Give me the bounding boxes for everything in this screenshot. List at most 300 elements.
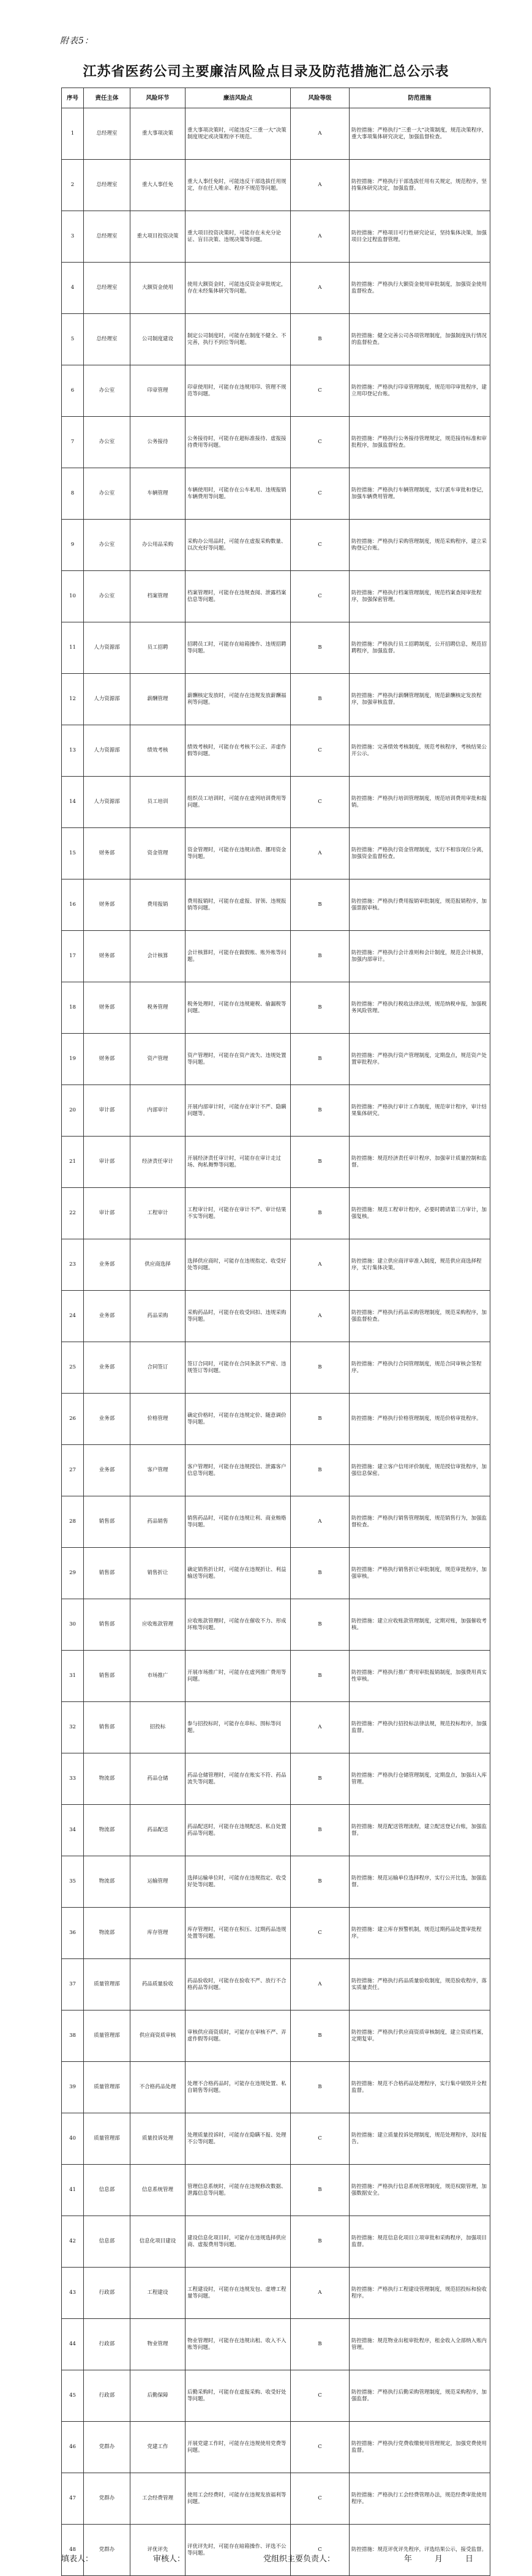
prevention-measure: 防控措施：严格执行“三重一大”决策制度，规范决策程序，重大事项集体研究决定，加强监督检查。	[350, 108, 490, 160]
row-number: 36	[62, 1908, 84, 1959]
responsible-dept: 人力资源部	[84, 777, 130, 828]
responsible-dept: 业务部	[84, 1239, 130, 1291]
row-number: 17	[62, 931, 84, 982]
responsible-dept: 人力资源部	[84, 622, 130, 674]
risk-level: A	[291, 2268, 350, 2319]
responsible-dept: 销售部	[84, 1496, 130, 1548]
responsible-dept: 行政部	[84, 2268, 130, 2319]
row-number: 47	[62, 2473, 84, 2525]
risk-link: 后勤保障	[130, 2370, 185, 2422]
risk-point: 使用大额资金时，可能违反资金审批规定，存在未经集体研究等问题。	[185, 263, 291, 314]
row-number: 9	[62, 520, 84, 571]
table-row	[62, 1394, 490, 1445]
risk-link: 客户管理	[130, 1445, 185, 1496]
signature-footer	[61, 2552, 490, 2564]
risk-link: 工程建设	[130, 2268, 185, 2319]
risk-link: 公务接待	[130, 417, 185, 468]
party-head-label: 党组织主要负责人：	[263, 2555, 335, 2564]
table-row	[62, 2473, 490, 2525]
risk-point: 使用工会经费时，可能存在违规发放福利等问题。	[185, 2473, 291, 2525]
risk-level: C	[291, 571, 350, 622]
prevention-measure: 防控措施：严格执行药品质量验收制度，规范验收程序，落实质量责任。	[350, 1959, 490, 2010]
row-number: 29	[62, 1548, 84, 1599]
row-number: 4	[62, 263, 84, 314]
table-row	[62, 2216, 490, 2268]
risk-link: 会计核算	[130, 931, 185, 982]
risk-level: B	[291, 1599, 350, 1651]
risk-point: 薪酬核定发放时，可能存在违规发放薪酬福利等问题。	[185, 674, 291, 725]
risk-point: 药品配送时，可能存在违规配送、私自处置药品等问题。	[185, 1805, 291, 1856]
risk-link: 信息化项目建设	[130, 2216, 185, 2268]
row-number: 48	[62, 2525, 84, 2576]
responsible-dept: 党群办	[84, 2422, 130, 2473]
responsible-dept: 党群办	[84, 2473, 130, 2525]
prevention-measure: 防控措施：严格执行推广费用审批报销制度，加强费用真实性审核。	[350, 1651, 490, 1702]
table-row	[62, 2165, 490, 2216]
row-number: 41	[62, 2165, 84, 2216]
risk-link: 内部审计	[130, 1085, 185, 1137]
preparer-label: 填表人：	[61, 2555, 94, 2564]
row-number: 26	[62, 1394, 84, 1445]
risk-level: B	[291, 1856, 350, 1908]
risk-level: A	[291, 1496, 350, 1548]
responsible-dept: 质量管理部	[84, 1959, 130, 2010]
prevention-measure: 防控措施：严格执行公务接待管理规定，规范接待标准和审批程序，加强监督检查。	[350, 417, 490, 468]
row-number: 46	[62, 2422, 84, 2473]
risk-level: C	[291, 2370, 350, 2422]
responsible-dept: 总经理室	[84, 211, 130, 263]
prevention-measure: 防控措施：严格执行药品采购管理制度，规范采购程序，加强监督检查。	[350, 1291, 490, 1342]
table-row	[62, 982, 490, 1034]
risk-point: 销售药品时，可能存在违规让利、商业贿赂等问题。	[185, 1496, 291, 1548]
prevention-measure: 防控措施：严格执行薪酬管理制度，规范薪酬核定发放程序，加强审核监督。	[350, 674, 490, 725]
header-dept: 责任主体	[84, 88, 130, 108]
row-number: 42	[62, 2216, 84, 2268]
prevention-measure: 防控措施：建立质量投诉处理制度，规范处理程序，及时报告。	[350, 2113, 490, 2165]
risk-level: C	[291, 520, 350, 571]
prevention-measure: 防控措施：严格执行销售管理制度，规范销售行为，加强监督检查。	[350, 1496, 490, 1548]
day-label: 日	[465, 2555, 474, 2564]
risk-level: B	[291, 622, 350, 674]
risk-point: 物业管理时，可能存在违规出租、收入不入账等问题。	[185, 2319, 291, 2370]
table-row	[62, 2113, 490, 2165]
table-row	[62, 417, 490, 468]
row-number: 23	[62, 1239, 84, 1291]
row-number: 27	[62, 1445, 84, 1496]
table-row	[62, 828, 490, 879]
header-level: 风险等级	[291, 88, 350, 108]
row-number: 24	[62, 1291, 84, 1342]
risk-point: 组织员工培训时，可能存在虚列培训费用等问题。	[185, 777, 291, 828]
responsible-dept: 行政部	[84, 2370, 130, 2422]
risk-point: 审核供应商资质时，可能存在审核不严、弄虚作假等问题。	[185, 2010, 291, 2062]
risk-link: 药品销售	[130, 1496, 185, 1548]
risk-level: B	[291, 314, 350, 365]
row-number: 2	[62, 160, 84, 211]
row-number: 8	[62, 468, 84, 520]
risk-level: B	[291, 1137, 350, 1188]
risk-point: 招聘员工时，可能存在暗箱操作、违规招聘等问题。	[185, 622, 291, 674]
risk-level: B	[291, 1805, 350, 1856]
responsible-dept: 总经理室	[84, 314, 130, 365]
row-number: 32	[62, 1702, 84, 1753]
risk-level: C	[291, 2113, 350, 2165]
risk-point: 库存管理时，可能存在积压、过期药品违规处置等问题。	[185, 1908, 291, 1959]
prevention-measure: 防控措施：规范不合格药品处理程序，实行集中销毁并全程监督。	[350, 2062, 490, 2113]
risk-point: 资产管理时，可能存在资产流失、违规处置等问题。	[185, 1034, 291, 1085]
row-number: 31	[62, 1651, 84, 1702]
row-number: 13	[62, 725, 84, 777]
risk-point: 税务处理时，可能存在违规避税、偷漏税等问题。	[185, 982, 291, 1034]
risk-link: 供应商资质审核	[130, 2010, 185, 2062]
risk-point: 评优评先时，可能存在暗箱操作、评选不公等问题。	[185, 2525, 291, 2576]
prevention-measure: 防控措施：严格执行仓储管理制度，定期盘点，加强出入库管理。	[350, 1753, 490, 1805]
risk-table-body	[62, 108, 490, 2576]
prevention-measure: 防控措施：严格执行供应商资质审核制度，建立资质档案，定期复审。	[350, 2010, 490, 2062]
risk-link: 车辆管理	[130, 468, 185, 520]
row-number: 21	[62, 1137, 84, 1188]
table-row	[62, 1445, 490, 1496]
row-number: 34	[62, 1805, 84, 1856]
row-number: 35	[62, 1856, 84, 1908]
risk-level: B	[291, 982, 350, 1034]
responsible-dept: 办公室	[84, 520, 130, 571]
row-number: 38	[62, 2010, 84, 2062]
risk-level: A	[291, 1239, 350, 1291]
reviewer-label: 审核人：	[153, 2555, 185, 2564]
table-row	[62, 1599, 490, 1651]
risk-point: 费用报销时，可能存在虚报、冒领、违规报销等问题。	[185, 879, 291, 931]
row-number: 1	[62, 108, 84, 160]
risk-link: 药品仓储	[130, 1753, 185, 1805]
header-point: 廉洁风险点	[185, 88, 291, 108]
prevention-measure: 防控措施：严格执行工会经费管理办法，规范经费审批使用程序。	[350, 2473, 490, 2525]
row-number: 15	[62, 828, 84, 879]
risk-level: A	[291, 263, 350, 314]
table-row	[62, 1291, 490, 1342]
risk-point: 开展经济责任审计时，可能存在审计走过场、徇私舞弊等问题。	[185, 1137, 291, 1188]
table-row	[62, 1137, 490, 1188]
table-row	[62, 622, 490, 674]
risk-point: 建设信息化项目时，可能存在违规选择供应商、虚报费用等问题。	[185, 2216, 291, 2268]
row-number: 44	[62, 2319, 84, 2370]
responsible-dept: 办公室	[84, 417, 130, 468]
risk-level: B	[291, 674, 350, 725]
row-number: 33	[62, 1753, 84, 1805]
risk-level: A	[291, 1959, 350, 2010]
table-row	[62, 1753, 490, 1805]
risk-level: A	[291, 160, 350, 211]
prevention-measure: 防控措施：严格执行大额资金使用审批制度，加强资金使用监督检查。	[350, 263, 490, 314]
risk-point: 开展内部审计时，可能存在审计不严、隐瞒问题等。	[185, 1085, 291, 1137]
risk-level: C	[291, 365, 350, 417]
risk-level: B	[291, 1034, 350, 1085]
responsible-dept: 财务部	[84, 1034, 130, 1085]
table-row	[62, 1702, 490, 1753]
prevention-measure: 防控措施：严格执行资产管理制度，定期盘点，规范资产处置审批程序。	[350, 1034, 490, 1085]
prevention-measure: 防控措施：建立客户信用评价制度，规范授信审批程序，加强信息保密。	[350, 1445, 490, 1496]
risk-point: 药品仓储管理时，可能存在账实不符、药品流失等问题。	[185, 1753, 291, 1805]
risk-point: 资金管理时，可能存在违规出借、挪用资金等问题。	[185, 828, 291, 879]
prevention-measure: 防控措施：严格执行员工招聘制度，公开招聘信息，规范招聘程序，加强监督。	[350, 622, 490, 674]
risk-link: 重大人事任免	[130, 160, 185, 211]
row-number: 6	[62, 365, 84, 417]
responsible-dept: 审计部	[84, 1085, 130, 1137]
table-row	[62, 314, 490, 365]
row-number: 10	[62, 571, 84, 622]
risk-link: 物业管理	[130, 2319, 185, 2370]
prevention-measure: 防控措施：严格执行培训管理制度，规范培训费用审批和报销。	[350, 777, 490, 828]
prevention-measure: 防控措施：严格执行会计准则和会计制度，规范会计核算，加强内部审计。	[350, 931, 490, 982]
risk-level: B	[291, 2062, 350, 2113]
prevention-measure: 防控措施：严格执行价格管理制度，规范价格审批程序。	[350, 1394, 490, 1445]
risk-level: A	[291, 108, 350, 160]
table-row	[62, 931, 490, 982]
row-number: 3	[62, 211, 84, 263]
row-number: 7	[62, 417, 84, 468]
risk-point: 选择运输单位时，可能存在违规指定、收受好处等问题。	[185, 1856, 291, 1908]
prevention-measure: 防控措施：严格项目可行性研究论证，坚持集体决策，加强项目全过程监督管理。	[350, 211, 490, 263]
prevention-measure: 防控措施：严格执行信息系统管理制度，规范权限管理，加强数据安全。	[350, 2165, 490, 2216]
risk-point: 公务接待时，可能存在超标准接待、虚报接待费用等问题。	[185, 417, 291, 468]
table-row	[62, 1034, 490, 1085]
risk-link: 经济责任审计	[130, 1137, 185, 1188]
table-header-row	[62, 88, 490, 108]
prevention-measure: 防控措施：严格执行费用报销审批制度，规范报销程序，加强票据审核。	[350, 879, 490, 931]
risk-point: 管理信息系统时，可能存在违规修改数据、泄露信息等问题。	[185, 2165, 291, 2216]
prevention-measure: 防控措施：严格执行销售折让审批制度，规范审批程序，加强审核。	[350, 1548, 490, 1599]
risk-level: B	[291, 879, 350, 931]
table-row	[62, 1239, 490, 1291]
risk-point: 选择供应商时，可能存在违规指定、收受好处等问题。	[185, 1239, 291, 1291]
risk-point: 重大人事任免时，可能违反干部选拔任用规定，存在任人唯亲、程序不规范等问题。	[185, 160, 291, 211]
responsible-dept: 审计部	[84, 1188, 130, 1239]
row-number: 30	[62, 1599, 84, 1651]
responsible-dept: 业务部	[84, 1394, 130, 1445]
responsible-dept: 总经理室	[84, 263, 130, 314]
risk-point: 应收账款管理时，可能存在催收不力、形成坏账等问题。	[185, 1599, 291, 1651]
risk-point: 印章使用时，可能存在违规用印、管理不规范等问题。	[185, 365, 291, 417]
prevention-measure: 防控措施：严格执行资金管理制度，实行不相容岗位分离，加强资金监督检查。	[350, 828, 490, 879]
table-row	[62, 468, 490, 520]
row-number: 12	[62, 674, 84, 725]
risk-point: 开展市场推广时，可能存在虚列推广费用等问题。	[185, 1651, 291, 1702]
table-row	[62, 2319, 490, 2370]
table-row	[62, 2370, 490, 2422]
table-row	[62, 1548, 490, 1599]
table-row	[62, 2268, 490, 2319]
responsible-dept: 财务部	[84, 828, 130, 879]
table-row	[62, 211, 490, 263]
table-row	[62, 674, 490, 725]
risk-point: 工程审计时，可能存在审计不严、审计结果不实等问题。	[185, 1188, 291, 1239]
prevention-measure: 防控措施：严格执行干部选拔任用有关规定，规范程序，坚持集体研究决定，加强监督。	[350, 160, 490, 211]
risk-level: A	[291, 828, 350, 879]
row-number: 37	[62, 1959, 84, 2010]
risk-table	[61, 88, 490, 2576]
responsible-dept: 质量管理部	[84, 2062, 130, 2113]
responsible-dept: 销售部	[84, 1702, 130, 1753]
responsible-dept: 审计部	[84, 1137, 130, 1188]
responsible-dept: 总经理室	[84, 108, 130, 160]
table-row	[62, 777, 490, 828]
risk-point: 制定公司制度时，可能存在制度不健全、不完善，执行不到位等问题。	[185, 314, 291, 365]
table-row	[62, 1342, 490, 1394]
table-row	[62, 879, 490, 931]
responsible-dept: 销售部	[84, 1548, 130, 1599]
risk-link: 办公用品采购	[130, 520, 185, 571]
responsible-dept: 质量管理部	[84, 2113, 130, 2165]
risk-link: 档案管理	[130, 571, 185, 622]
risk-point: 工程建设时，可能存在违规发包、虚增工程量等问题。	[185, 2268, 291, 2319]
prevention-measure: 防控措施：规范运输单位选择程序，实行公开比选，加强监督。	[350, 1856, 490, 1908]
risk-link: 印章管理	[130, 365, 185, 417]
risk-point: 客户管理时，可能存在违规授信、泄露客户信息等问题。	[185, 1445, 291, 1496]
risk-link: 药品质量验收	[130, 1959, 185, 2010]
risk-level: A	[291, 1702, 350, 1753]
table-row	[62, 1651, 490, 1702]
risk-level: B	[291, 2319, 350, 2370]
table-row	[62, 1805, 490, 1856]
prevention-measure: 防控措施：严格执行税收法律法规，规范纳税申报，加强税务风险管理。	[350, 982, 490, 1034]
prevention-measure: 防控措施：规范评优评先程序，评选结果公示，接受监督。	[350, 2525, 490, 2576]
row-number: 43	[62, 2268, 84, 2319]
header-measure: 防范措施	[350, 88, 490, 108]
risk-link: 药品配送	[130, 1805, 185, 1856]
row-number: 11	[62, 622, 84, 674]
year-label: 年	[404, 2555, 413, 2564]
risk-link: 薪酬管理	[130, 674, 185, 725]
risk-level: B	[291, 2216, 350, 2268]
risk-link: 合同签订	[130, 1342, 185, 1394]
risk-link: 库存管理	[130, 1908, 185, 1959]
risk-link: 税务管理	[130, 982, 185, 1034]
responsible-dept: 物流部	[84, 1908, 130, 1959]
responsible-dept: 质量管理部	[84, 2010, 130, 2062]
risk-level: C	[291, 468, 350, 520]
prevention-measure: 防控措施：规范经济责任审计程序，加强审计质量控制和监督。	[350, 1137, 490, 1188]
risk-level: B	[291, 1753, 350, 1805]
header-no: 序号	[62, 88, 84, 108]
risk-level: C	[291, 1908, 350, 1959]
risk-level: B	[291, 1445, 350, 1496]
prevention-measure: 防控措施：建立供应商评审准入制度，规范供应商选择程序，实行集体决策。	[350, 1239, 490, 1291]
responsible-dept: 办公室	[84, 571, 130, 622]
risk-level: B	[291, 1085, 350, 1137]
responsible-dept: 业务部	[84, 1342, 130, 1394]
risk-point: 档案管理时，可能存在违规查阅、泄露档案信息等问题。	[185, 571, 291, 622]
prevention-measure: 防控措施：严格执行车辆管理制度，实行派车审批和登记，加强车辆费用管理。	[350, 468, 490, 520]
row-number: 14	[62, 777, 84, 828]
risk-level: B	[291, 1342, 350, 1394]
prevention-measure: 防控措施：严格执行党费收缴使用管理规定，加强党费使用监督。	[350, 2422, 490, 2473]
table-row	[62, 1496, 490, 1548]
risk-point: 确定价格时，可能存在违规定价、随意调价等问题。	[185, 1394, 291, 1445]
risk-level: C	[291, 2422, 350, 2473]
responsible-dept: 财务部	[84, 879, 130, 931]
table-row	[62, 263, 490, 314]
risk-link: 工程审计	[130, 1188, 185, 1239]
month-label: 月	[435, 2555, 443, 2564]
table-row	[62, 571, 490, 622]
risk-point: 车辆使用时，可能存在公车私用、违规报销车辆费用等问题。	[185, 468, 291, 520]
risk-link: 质量投诉处理	[130, 2113, 185, 2165]
risk-point: 会计核算时，可能存在做假账、账外账等问题。	[185, 931, 291, 982]
table-row	[62, 108, 490, 160]
responsible-dept: 总经理室	[84, 160, 130, 211]
responsible-dept: 财务部	[84, 982, 130, 1034]
table-row	[62, 1856, 490, 1908]
table-row	[62, 1188, 490, 1239]
row-number: 25	[62, 1342, 84, 1394]
header-post: 风险环节	[130, 88, 185, 108]
risk-link: 费用报销	[130, 879, 185, 931]
risk-point: 开展党建工作时，可能存在违规使用党费等问题。	[185, 2422, 291, 2473]
row-number: 22	[62, 1188, 84, 1239]
responsible-dept: 物流部	[84, 1753, 130, 1805]
risk-level: B	[291, 1188, 350, 1239]
prevention-measure: 防控措施：建立应收账款管理制度，定期对账，加强催收考核。	[350, 1599, 490, 1651]
row-number: 19	[62, 1034, 84, 1085]
risk-point: 处理质量投诉时，可能存在隐瞒不报、处理不公等问题。	[185, 2113, 291, 2165]
responsible-dept: 人力资源部	[84, 725, 130, 777]
risk-link: 价格管理	[130, 1394, 185, 1445]
risk-link: 绩效考核	[130, 725, 185, 777]
prevention-measure: 防控措施：规范配送管理流程，建立配送登记台账，加强监督。	[350, 1805, 490, 1856]
attachment-label: 附表5：	[60, 36, 94, 46]
risk-link: 员工培训	[130, 777, 185, 828]
prevention-measure: 防控措施：规范信息化项目立项审批和采购程序，加强项目监督。	[350, 2216, 490, 2268]
table-row	[62, 1959, 490, 2010]
responsible-dept: 财务部	[84, 931, 130, 982]
responsible-dept: 业务部	[84, 1445, 130, 1496]
risk-link: 应收账款管理	[130, 1599, 185, 1651]
risk-link: 运输管理	[130, 1856, 185, 1908]
prevention-measure: 防控措施：严格执行工程建设管理制度，规范招投标和验收程序。	[350, 2268, 490, 2319]
prevention-measure: 防控措施：健全完善公司各项管理制度，加强制度执行情况的监督检查。	[350, 314, 490, 365]
prevention-measure: 防控措施：规范工程审计程序，必要时聘请第三方审计，加强复核。	[350, 1188, 490, 1239]
risk-link: 市场推广	[130, 1651, 185, 1702]
responsible-dept: 党群办	[84, 2525, 130, 2576]
responsible-dept: 物流部	[84, 1805, 130, 1856]
risk-point: 采购药品时，可能存在收受回扣、违规采购等问题。	[185, 1291, 291, 1342]
risk-point: 绩效考核时，可能存在考核不公正、弄虚作假等问题。	[185, 725, 291, 777]
risk-level: C	[291, 777, 350, 828]
table-row	[62, 725, 490, 777]
risk-link: 销售折让	[130, 1548, 185, 1599]
risk-link: 重大项目投资决策	[130, 211, 185, 263]
responsible-dept: 销售部	[84, 1599, 130, 1651]
table-row	[62, 520, 490, 571]
row-number: 28	[62, 1496, 84, 1548]
row-number: 18	[62, 982, 84, 1034]
risk-link: 信息系统管理	[130, 2165, 185, 2216]
prevention-measure: 防控措施：严格执行印章管理制度，规范用印审批程序，建立用印登记台账。	[350, 365, 490, 417]
risk-point: 参与招投标时，可能存在串标、围标等问题。	[185, 1702, 291, 1753]
risk-point: 签订合同时，可能存在合同条款不严密、违规签订等问题。	[185, 1342, 291, 1394]
risk-link: 重大事项决策	[130, 108, 185, 160]
risk-link: 大额资金使用	[130, 263, 185, 314]
table-row	[62, 2422, 490, 2473]
table-row	[62, 365, 490, 417]
risk-link: 不合格药品处理	[130, 2062, 185, 2113]
risk-point: 重大事项决策时，可能违反“三重一大”决策制度规定或决策程序不规范。	[185, 108, 291, 160]
responsible-dept: 办公室	[84, 365, 130, 417]
prevention-measure: 防控措施：严格执行合同管理制度，规范合同审核会签程序。	[350, 1342, 490, 1394]
prevention-measure: 防控措施：建立库存预警机制，规范过期药品处置审批程序。	[350, 1908, 490, 1959]
row-number: 16	[62, 879, 84, 931]
responsible-dept: 行政部	[84, 2319, 130, 2370]
